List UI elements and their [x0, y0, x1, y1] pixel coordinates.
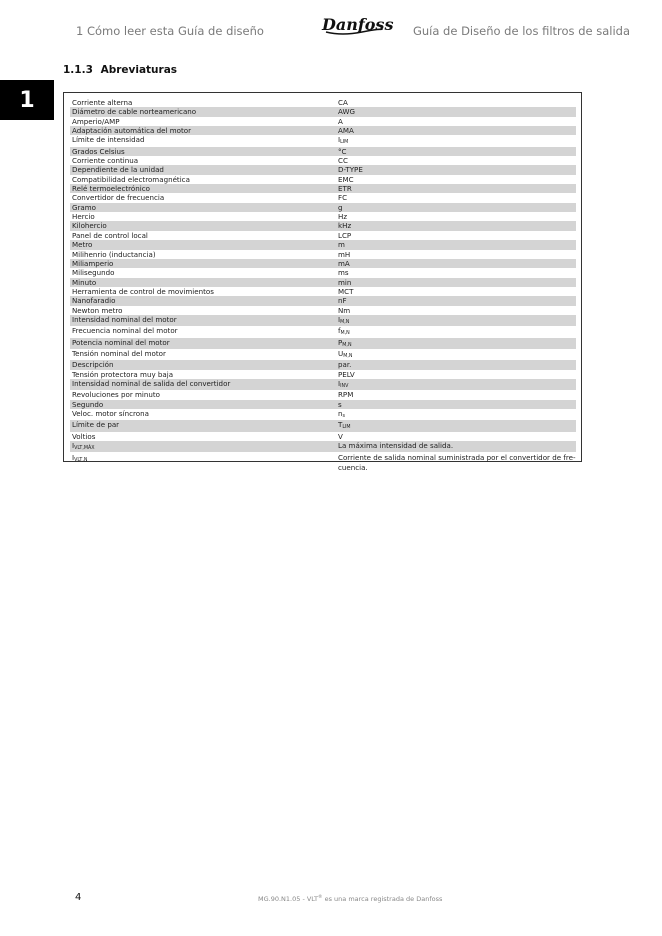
abbreviation-term — [70, 400, 336, 409]
abbreviation-symbol — [336, 379, 576, 390]
danfoss-logo — [322, 12, 394, 38]
term-subscript: VLT,MÁX — [74, 446, 95, 452]
table-row — [70, 306, 576, 315]
abbreviation-term — [70, 370, 336, 379]
term-text: Dependiente de la unidad — [72, 165, 164, 175]
table-row — [70, 349, 576, 360]
table-row — [70, 126, 576, 135]
table-row — [70, 259, 576, 268]
term-text: Intensidad nominal del motor — [72, 314, 177, 324]
abbreviation-term — [70, 420, 336, 431]
abbreviation-term — [70, 250, 336, 259]
term-text: Panel de control local — [72, 230, 148, 240]
table-row — [70, 452, 576, 473]
table-row — [70, 278, 576, 287]
term-text: Gramo — [72, 202, 97, 212]
footer-note-suffix: es una marca registrada de Danfoss — [322, 895, 443, 904]
term-text: Compatibilidad electromagnética — [72, 174, 190, 184]
abbr-text: Corriente de salida nominal suministrada por el convertidor de fre-cuencia. — [338, 453, 576, 473]
term-text: Voltios — [72, 431, 96, 441]
term-text: Newton metro — [72, 305, 123, 315]
table-row — [70, 147, 576, 156]
abbreviation-term — [70, 338, 336, 349]
abbr-subscript: LIM — [340, 140, 349, 146]
table-row — [70, 379, 576, 390]
table-row — [70, 409, 576, 420]
abbr-text: CC — [338, 156, 348, 166]
table-row — [70, 231, 576, 240]
abbreviation-term — [70, 360, 336, 369]
abbr-text: f — [338, 326, 341, 336]
abbr-text: V — [338, 431, 343, 441]
abbreviation-term — [70, 107, 336, 116]
abbreviation-term — [70, 306, 336, 315]
term-text: Descripción — [72, 360, 114, 370]
logo-wordmark: Danfoss — [322, 15, 394, 34]
abbreviation-term — [70, 184, 336, 193]
table-row — [70, 107, 576, 116]
term-text: Veloc. motor síncrona — [72, 409, 149, 418]
abbreviation-symbol — [336, 212, 576, 221]
abbr-text: LCP — [338, 230, 352, 240]
term-text: Intensidad nominal de salida del convertidor — [72, 378, 231, 388]
table-row — [70, 156, 576, 165]
table-row — [70, 441, 576, 452]
abbreviation-term — [70, 432, 336, 441]
term-text: Límite de intensidad — [72, 135, 145, 145]
term-text: Hercio — [72, 212, 95, 222]
abbreviation-term — [70, 379, 336, 390]
abbreviation-term — [70, 409, 336, 420]
abbreviation-term — [70, 231, 336, 240]
table-row — [70, 315, 576, 326]
abbreviation-term — [70, 349, 336, 360]
term-text: Límite de par — [72, 420, 120, 430]
abbreviation-symbol — [336, 184, 576, 193]
abbreviation-term — [70, 98, 336, 107]
abbreviation-term — [70, 240, 336, 249]
footer-note-prefix: MG.90.N1.05 - VLT — [258, 895, 319, 904]
abbreviation-symbol — [336, 360, 576, 369]
table-row — [70, 390, 576, 399]
abbreviations-box — [63, 92, 582, 473]
term-text: Milisegundo — [72, 268, 115, 278]
abbreviation-term — [70, 212, 336, 221]
abbreviation-term — [70, 203, 336, 212]
term-text: Relé termoelectrónico — [72, 184, 150, 194]
page-header-left: 1 Cómo leer esta Guía de diseño — [76, 24, 264, 38]
abbr-text: P — [338, 337, 343, 347]
table-row — [70, 221, 576, 230]
table-row — [70, 296, 576, 305]
table-row — [70, 370, 576, 379]
abbr-text: ms — [338, 268, 349, 278]
abbreviation-symbol — [336, 98, 576, 107]
abbreviation-term — [70, 296, 336, 305]
term-text: Herramienta de control de movimientos — [72, 286, 214, 296]
table-row — [70, 326, 576, 337]
footer-trademark-note — [258, 895, 442, 903]
abbreviation-symbol — [336, 203, 576, 212]
term-text: Tensión nominal del motor — [72, 348, 166, 358]
abbreviation-symbol — [336, 126, 576, 135]
abbreviation-symbol — [336, 315, 576, 326]
abbr-text: n — [338, 409, 343, 418]
abbr-subscript: M,N — [343, 353, 353, 359]
abbreviation-symbol — [336, 349, 576, 360]
table-row — [70, 360, 576, 369]
abbr-text: mH — [338, 249, 351, 259]
abbreviation-term — [70, 278, 336, 287]
abbreviation-symbol — [336, 250, 576, 259]
abbreviation-term — [70, 441, 336, 452]
abbr-text: FC — [338, 193, 348, 203]
abbreviation-symbol — [336, 338, 576, 349]
term-text: Corriente continua — [72, 156, 139, 166]
table-row — [70, 338, 576, 349]
chapter-tab: 1 — [0, 80, 54, 120]
abbr-text: T — [338, 420, 343, 430]
page-number: 4 — [75, 892, 82, 903]
abbreviation-symbol — [336, 278, 576, 287]
abbr-text: nF — [338, 296, 347, 306]
abbreviation-symbol — [336, 165, 576, 174]
abbreviation-symbol — [336, 156, 576, 165]
abbr-text: mA — [338, 258, 350, 268]
table-row — [70, 240, 576, 249]
table-row — [70, 184, 576, 193]
abbreviation-symbol — [336, 452, 576, 473]
abbreviations-table-body — [70, 98, 576, 473]
term-text: Kilohercio — [72, 221, 107, 231]
term-text: Metro — [72, 240, 93, 250]
table-row — [70, 117, 576, 126]
term-text: Minuto — [72, 277, 97, 287]
abbreviation-term — [70, 315, 336, 326]
abbreviation-term — [70, 390, 336, 399]
table-row — [70, 165, 576, 174]
abbr-text: AWG — [338, 107, 355, 117]
section-heading — [63, 64, 177, 76]
abbreviation-term — [70, 135, 336, 146]
abbreviation-symbol — [336, 306, 576, 315]
term-text: Convertidor de frecuencia — [72, 193, 165, 203]
abbr-text: RPM — [338, 390, 354, 400]
abbreviation-symbol — [336, 107, 576, 116]
page-header-right: Guía de Diseño de los filtros de salida — [412, 24, 630, 38]
section-title-text: Abreviaturas — [100, 64, 178, 76]
table-row — [70, 193, 576, 202]
term-text: Corriente alterna — [72, 98, 133, 107]
abbreviation-symbol — [336, 259, 576, 268]
abbr-text: Nm — [338, 305, 351, 315]
abbr-text: MCT — [338, 286, 354, 296]
abbreviation-symbol — [336, 175, 576, 184]
term-text: Amperio/AMP — [72, 116, 120, 126]
table-row — [70, 268, 576, 277]
abbr-text: AMA — [338, 126, 354, 136]
abbr-subscript: M,N — [340, 319, 350, 325]
table-row — [70, 287, 576, 296]
abbreviation-symbol — [336, 193, 576, 202]
term-text: I — [72, 441, 75, 451]
term-text: Diámetro de cable norteamericano — [72, 107, 197, 117]
term-subscript: VLT,N — [74, 458, 88, 464]
term-text: Adaptación automática del motor — [72, 126, 192, 136]
table-row — [70, 400, 576, 409]
abbr-text: ETR — [338, 184, 352, 194]
abbreviation-term — [70, 193, 336, 202]
abbreviation-term — [70, 165, 336, 174]
abbreviation-symbol — [336, 117, 576, 126]
term-text: Nanofaradio — [72, 296, 116, 306]
abbreviation-symbol — [336, 390, 576, 399]
abbreviation-symbol — [336, 147, 576, 156]
term-text: Grados Celsius — [72, 146, 125, 156]
term-text: Milihenrio (inductancia) — [72, 249, 156, 259]
abbr-text: U — [338, 348, 344, 358]
abbreviation-term — [70, 147, 336, 156]
abbreviation-term — [70, 452, 336, 473]
abbreviation-term — [70, 287, 336, 296]
abbr-text: I — [338, 378, 341, 388]
abbreviations-table — [70, 98, 576, 473]
table-row — [70, 420, 576, 431]
abbr-text: I — [338, 135, 341, 145]
abbreviation-term — [70, 259, 336, 268]
abbreviation-term — [70, 117, 336, 126]
abbr-text: A — [338, 116, 343, 126]
term-text: Tensión protectora muy baja — [72, 369, 174, 379]
abbreviation-symbol — [336, 370, 576, 379]
abbr-text: m — [338, 240, 345, 250]
table-row — [70, 432, 576, 441]
table-row — [70, 135, 576, 146]
abbr-subscript: INV — [340, 383, 349, 389]
abbr-text: min — [338, 277, 352, 287]
term-text: Revoluciones por minuto — [72, 390, 161, 400]
abbreviation-term — [70, 175, 336, 184]
abbreviation-symbol — [336, 268, 576, 277]
abbr-text: s — [338, 399, 342, 409]
abbreviation-symbol — [336, 231, 576, 240]
abbreviation-symbol — [336, 221, 576, 230]
section-number: 1.1.3 — [63, 64, 93, 76]
abbr-subscript: M,N — [340, 331, 350, 337]
table-row — [70, 175, 576, 184]
abbreviation-symbol — [336, 240, 576, 249]
table-row — [70, 98, 576, 107]
term-text: Segundo — [72, 399, 104, 409]
abbreviation-symbol — [336, 441, 576, 452]
abbreviation-term — [70, 156, 336, 165]
abbreviation-symbol — [336, 432, 576, 441]
abbreviation-term — [70, 326, 336, 337]
abbr-text: CA — [338, 98, 348, 107]
abbreviation-symbol — [336, 400, 576, 409]
abbreviation-term — [70, 126, 336, 135]
abbreviation-symbol — [336, 326, 576, 337]
term-text: Miliamperio — [72, 258, 114, 268]
abbreviation-symbol — [336, 135, 576, 146]
abbr-text: La máxima intensidad de salida. — [338, 441, 454, 451]
abbreviation-symbol — [336, 409, 576, 420]
abbreviation-symbol — [336, 296, 576, 305]
table-row — [70, 250, 576, 259]
abbr-text: °C — [338, 146, 347, 156]
abbr-text: I — [338, 314, 341, 324]
table-row — [70, 203, 576, 212]
table-row — [70, 212, 576, 221]
abbr-text: EMC — [338, 174, 354, 184]
abbr-subscript: s — [342, 414, 345, 419]
abbr-text: g — [338, 202, 343, 212]
abbr-text: par. — [338, 360, 352, 370]
abbr-subscript: M,N — [342, 342, 352, 348]
abbreviation-symbol — [336, 420, 576, 431]
abbr-subscript: LIM — [342, 425, 351, 431]
term-text: Frecuencia nominal del motor — [72, 326, 178, 336]
abbr-text: kHz — [338, 221, 352, 231]
abbreviation-symbol — [336, 287, 576, 296]
abbr-text: D-TYPE — [338, 165, 363, 175]
term-text: I — [72, 453, 75, 463]
abbreviation-term — [70, 268, 336, 277]
abbreviation-term — [70, 221, 336, 230]
registered-mark: ® — [318, 895, 323, 900]
abbr-text: Hz — [338, 212, 348, 222]
term-text: Potencia nominal del motor — [72, 337, 170, 347]
abbr-text: PELV — [338, 369, 355, 379]
